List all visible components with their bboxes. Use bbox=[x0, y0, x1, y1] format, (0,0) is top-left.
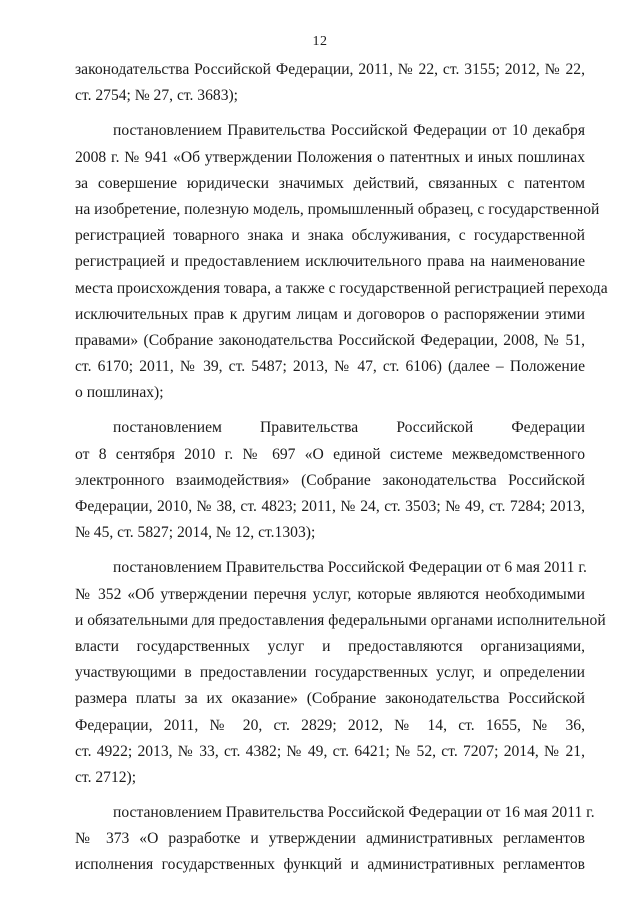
text-line: от 8 сентября 2010 г. № 697 «О единой системе межведомственного bbox=[75, 445, 585, 463]
text-line: Федерации, 2010, № 38, ст. 4823; 2011, № 24, ст. 3503; № 49, ст. 7284; 2013, bbox=[75, 498, 585, 515]
text-line: регистрацией товарного знака и знака обслуживания, с государственной bbox=[75, 227, 585, 245]
text-line: ст. 2754; № 27, ст. 3683); bbox=[75, 87, 239, 105]
paragraph bbox=[75, 800, 595, 879]
text-line: места происхождения товара, а также с государственной регистрацией перехода bbox=[75, 279, 608, 297]
text-line: за совершение юридически значимых действий, связанных с патентом bbox=[75, 174, 585, 192]
text-line: постановлением Правительства Российской Федерации bbox=[113, 419, 585, 437]
paragraph bbox=[75, 118, 608, 406]
text-line: исполнения государственных функций и административных регламентов bbox=[75, 856, 585, 874]
text-line: размера платы за их оказание» (Собрание законодательства Российской bbox=[75, 690, 585, 708]
text-line: Федерации, 2011, № 20, ст. 2829; 2012, № 14, ст. 1655, № 36, bbox=[75, 716, 585, 734]
text-line: ст. 4922; 2013, № 33, ст. 4382; № 49, ст. 6421; № 52, ст. 7207; 2014, № 21, bbox=[75, 742, 585, 760]
text-line: постановлением Правительства Российской Федерации от 10 декабря bbox=[113, 122, 585, 140]
text-line: и обязательными для предоставления федеральными органами исполнительной bbox=[75, 611, 606, 629]
text-line: исключительных прав к другим лицам и договоров о распоряжении этими bbox=[75, 305, 585, 323]
text-line: электронного взаимодействия» (Собрание законодательства Российской bbox=[75, 471, 585, 489]
document-body bbox=[75, 57, 608, 879]
text-line: ст. 2712); bbox=[75, 768, 137, 786]
page-number: 12 bbox=[312, 34, 328, 49]
text-line: № 373 «О разработке и утверждении административных регламентов bbox=[75, 830, 585, 848]
paragraph bbox=[75, 57, 585, 109]
text-line: постановлением Правительства Российской Федерации от 6 мая 2011 г. bbox=[113, 559, 587, 577]
text-line: власти государственных услуг и предоставляются организациями, bbox=[75, 637, 585, 655]
text-line: 2008 г. № 941 «Об утверждении Положения о патентных и иных пошлинах bbox=[75, 148, 585, 166]
text-line: на изобретение, полезную модель, промышленный образец, с государственной bbox=[75, 200, 600, 218]
text-line: ст. 6170; 2011, № 39, ст. 5487; 2013, № 47, ст. 6106) (далее – Положение bbox=[75, 358, 585, 376]
text-line: о пошлинах); bbox=[75, 384, 164, 402]
text-line: законодательства Российской Федерации, 2011, № 22, ст. 3155; 2012, № 22, bbox=[75, 61, 585, 78]
text-line: правами» (Собрание законодательства Российской Федерации, 2008, № 51, bbox=[75, 331, 585, 349]
text-line: постановлением Правительства Российской Федерации от 16 мая 2011 г. bbox=[113, 804, 595, 822]
text-line: регистрацией и предоставлением исключительного права на наименование bbox=[75, 253, 585, 271]
paragraph bbox=[75, 415, 585, 546]
paragraph bbox=[75, 555, 606, 791]
text-line: № 45, ст. 5827; 2014, № 12, ст.1303); bbox=[75, 524, 316, 542]
text-line: № 352 «Об утверждении перечня услуг, которые являются необходимыми bbox=[75, 585, 585, 603]
text-line: участвующими в предоставлении государственных услуг, и определении bbox=[75, 664, 585, 682]
